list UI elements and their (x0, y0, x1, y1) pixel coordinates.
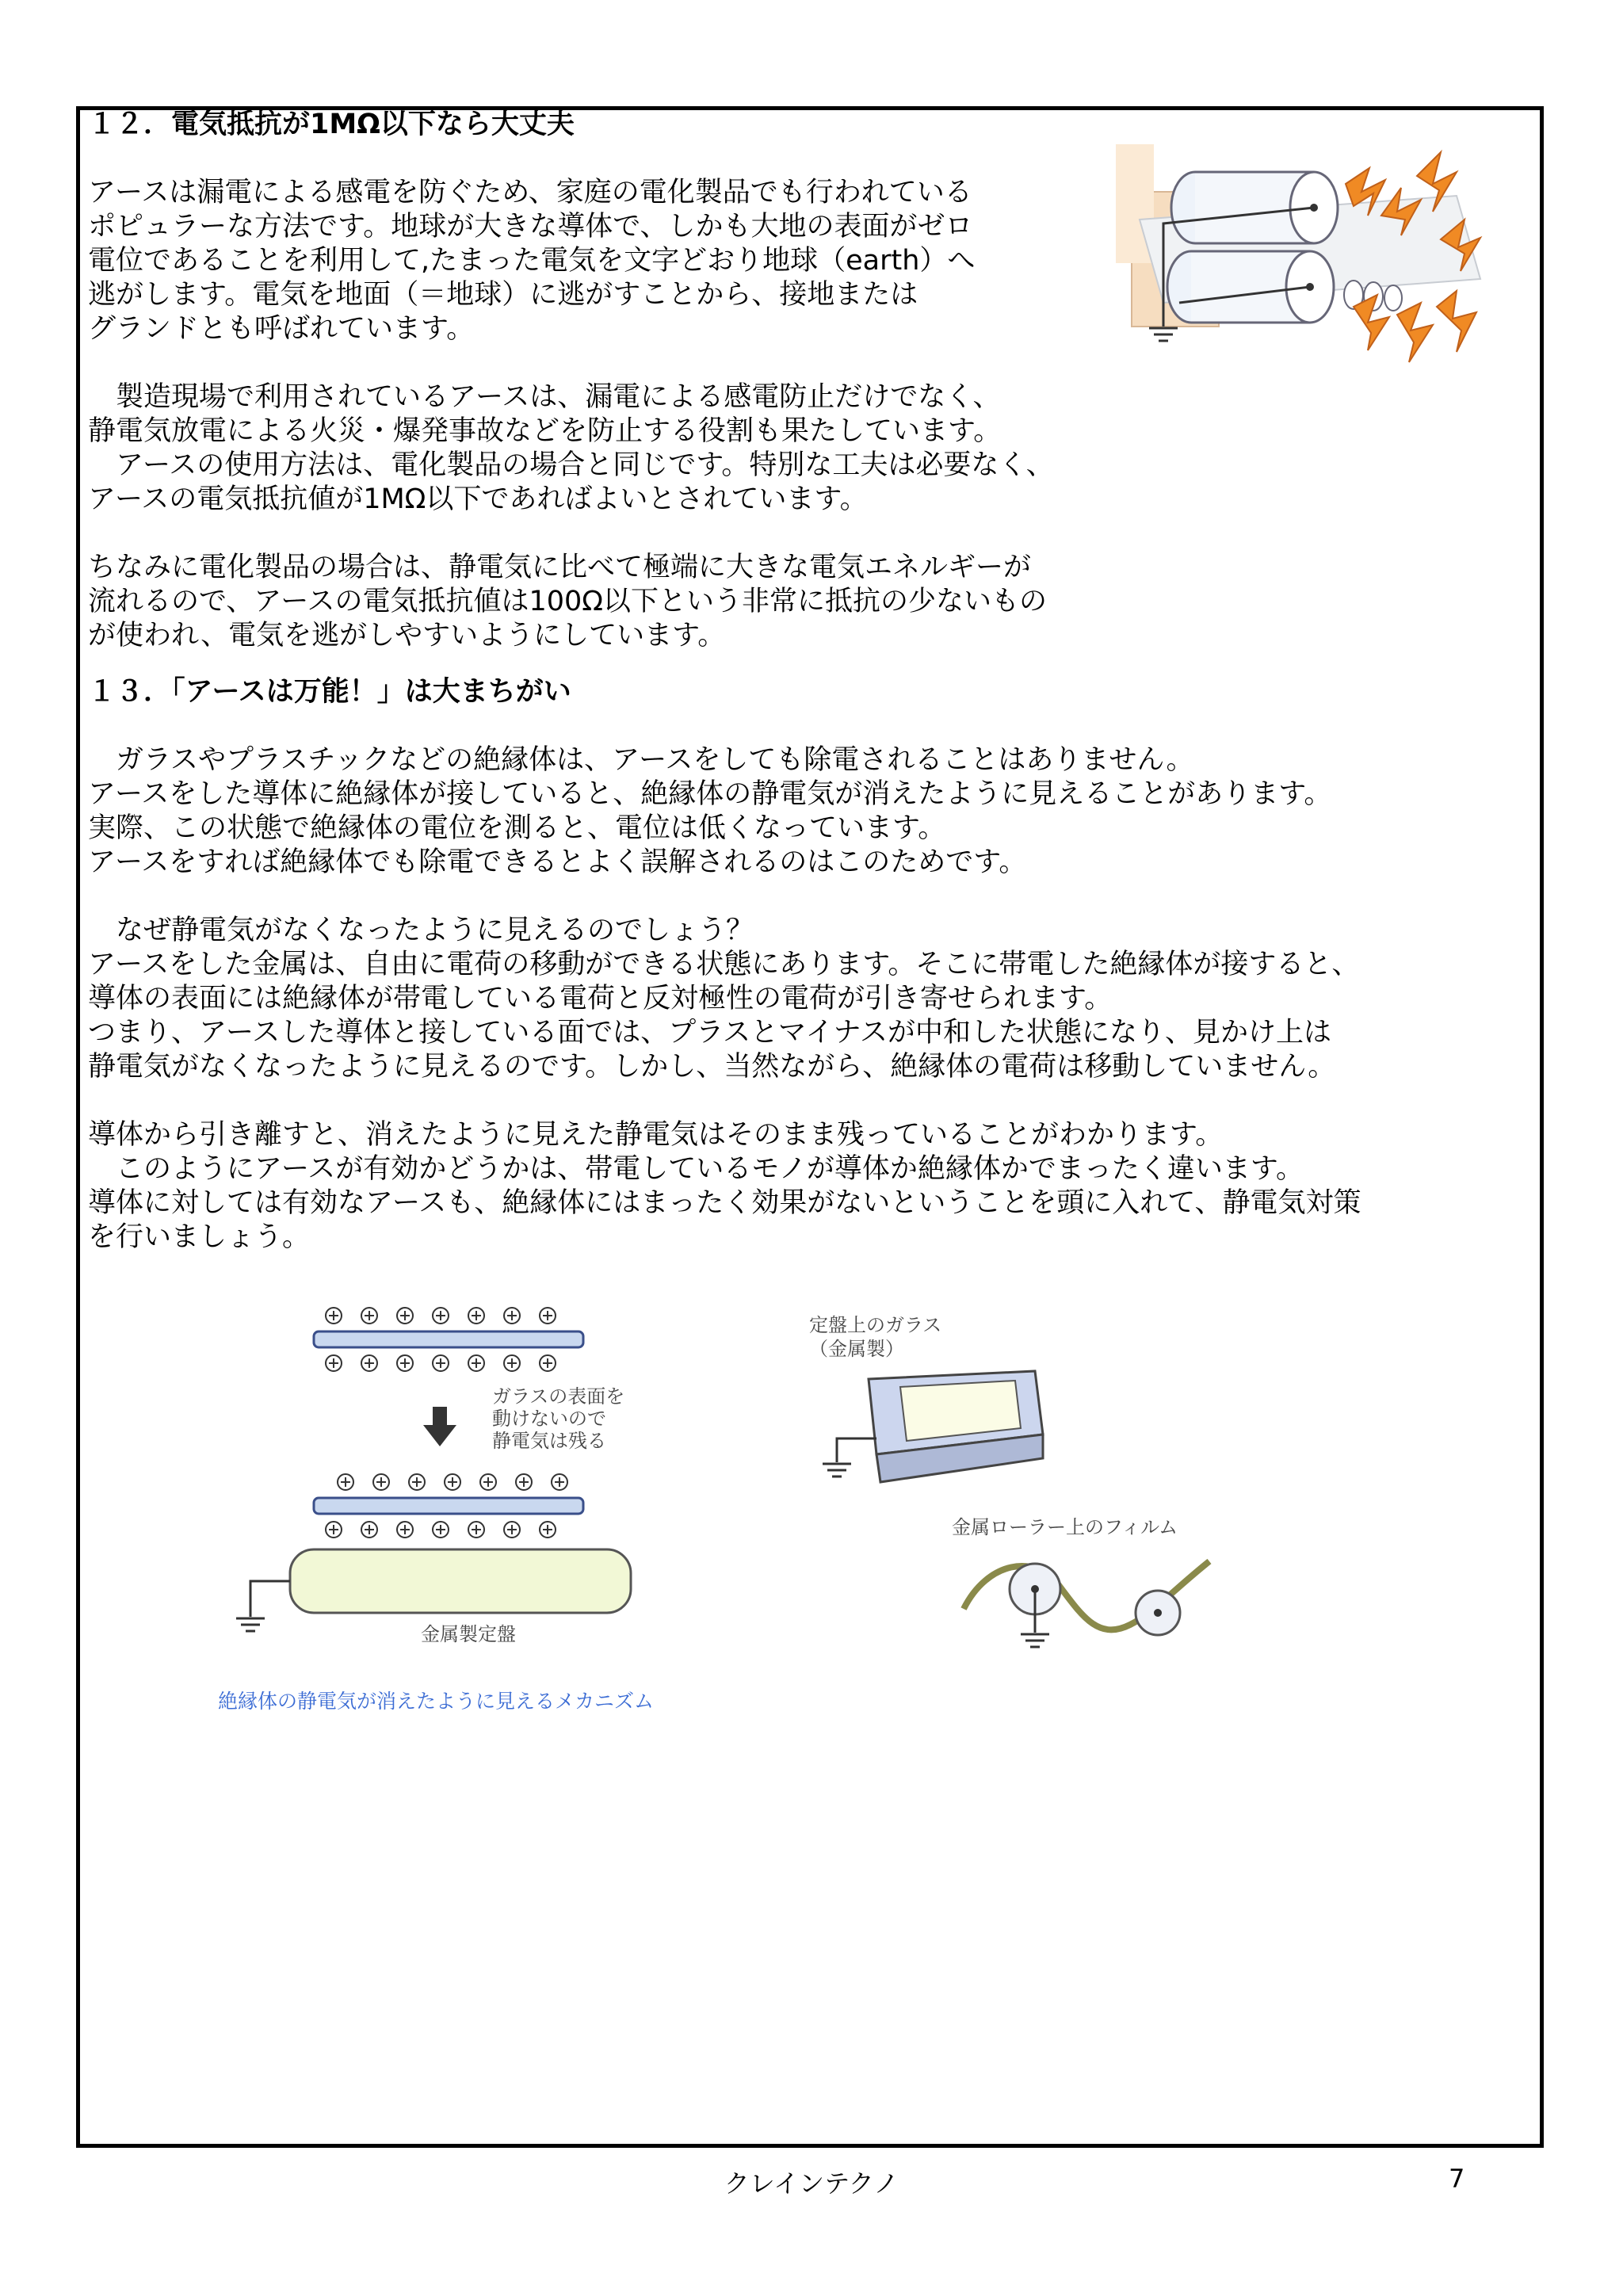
charged-glass-sheet-top (314, 1308, 583, 1371)
paragraph-line: 静電気がなくなったように見えるのです。しかし、当然ながら、絶縁体の電荷は移動していません。 (88, 1051, 1336, 1083)
paragraph-line: を行いましょう。 (88, 1221, 311, 1253)
paragraph-line: アースをした導体に絶縁体が接していると、絶縁体の静電気が消えたように見えることがあります。 (88, 778, 1332, 810)
paragraph-line: ガラスやプラスチックなどの絶縁体は、アースをしても除電されることはありません。 (88, 744, 1194, 776)
paragraph-line (88, 880, 1514, 914)
page-number: 7 (1449, 2164, 1465, 2194)
paragraph-line: 導体から引き離すと、消えたように見えた静電気はそのまま残っていることがわかります。 (88, 1119, 1224, 1151)
mechanism-illustration (219, 1300, 1249, 1672)
glass-on-plate-label: （金属製） (809, 1338, 904, 1360)
paragraph-line: 電位であることを利用して,たまった電気を文字どおり地球（earth）へ (88, 245, 976, 277)
paragraph-line: アースをした金属は、自由に電荷の移動ができる状態にあります。そこに帯電した絶縁体が接すると、 (88, 949, 1360, 980)
roller-spark-illustration (1116, 144, 1488, 372)
paragraph-line: なぜ静電気がなくなったように見えるのでしょう？ (88, 915, 754, 946)
glass-on-plate-label: 定盤上のガラス (809, 1314, 942, 1336)
paragraph-line: アースの電気抵抗値が1MΩ以下であればよいとされています。 (88, 483, 868, 515)
paragraph-line (88, 1084, 1514, 1118)
paragraph-line: つまり、アースした導体と接している面では、プラスとマイナスが中和した状態になり、見かけ上は (88, 1017, 1332, 1049)
footer-company: クレインテクノ (724, 2168, 899, 2199)
arrow-down-icon (423, 1407, 456, 1446)
section-13 (88, 675, 1514, 1255)
paragraph-line: 実際、この状態で絶縁体の電位を測ると、電位は低くなっています。 (88, 812, 946, 844)
paragraph-line: アースの使用方法は、電化製品の場合と同じです。特別な工夫は必要なく、 (88, 449, 1054, 481)
paragraph-line: ポピュラーな方法です。地球が大きな導体で、しかも大地の表面がゼロ (88, 211, 973, 243)
glass-note-line: 動けないので (492, 1408, 606, 1430)
paragraph-line: このようにアースが有効かどうかは、帯電しているモノが導体か絶縁体かでまったく違います。 (88, 1153, 1304, 1185)
section-12-heading: １２．電気抵抗が1MΩ以下なら大丈夫 (88, 109, 575, 140)
paragraph-line: グランドとも呼ばれています。 (88, 313, 475, 345)
paragraph-line: アースをすれば絶縁体でも除電できるとよく誤解されるのはこのためです。 (88, 846, 1027, 878)
paragraph-line: 導体に対しては有効なアースも、絶縁体にはまったく効果がないということを頭に入れて、静電気対策 (88, 1187, 1361, 1219)
paragraph-line: 静電気放電による火災・爆発事故などを防止する役割も果たしています。 (88, 415, 1002, 447)
paragraph-line: 製造現場で利用されているアースは、漏電による感電防止だけでなく、 (88, 381, 1001, 413)
paragraph-line: が使われ、電気を逃がしやすいようにしています。 (88, 620, 726, 651)
section-13-heading: １３．「アースは万能！」は大まちがい (88, 676, 571, 708)
paragraph-line: アースは漏電による感電を防ぐため、家庭の電化製品でも行われている (88, 177, 972, 208)
glass-note-line: ガラスの表面を (492, 1385, 625, 1408)
film-on-roller-label: 金属ローラー上のフィルム (952, 1516, 1178, 1538)
paragraph-line: 逃がします。電気を地面（＝地球）に逃がすことから、接地または (88, 279, 918, 311)
paragraph-line: ちなみに電化製品の場合は、静電気に比べて極端に大きな電気エネルギーが (88, 552, 1032, 583)
figure-caption: 絶縁体の静電気が消えたように見えるメカニズム (218, 1690, 655, 1713)
film-on-roller-figure (964, 1561, 1209, 1647)
metal-plate-label: 金属製定盤 (421, 1623, 516, 1645)
glass-on-plate-figure (823, 1371, 1043, 1482)
paragraph-line (88, 517, 1514, 551)
charged-glass-sheet-bottom (314, 1474, 583, 1538)
paragraph-line: 流れるので、アースの電気抵抗値は100Ω以下という非常に抵抗の少ないもの (88, 586, 1048, 617)
paragraph-line: 導体の表面には絶縁体が帯電している電荷と反対極性の電荷が引き寄せられます。 (88, 983, 1113, 1014)
glass-note-line: 静電気は残る (492, 1430, 606, 1452)
metal-plate (236, 1549, 631, 1631)
